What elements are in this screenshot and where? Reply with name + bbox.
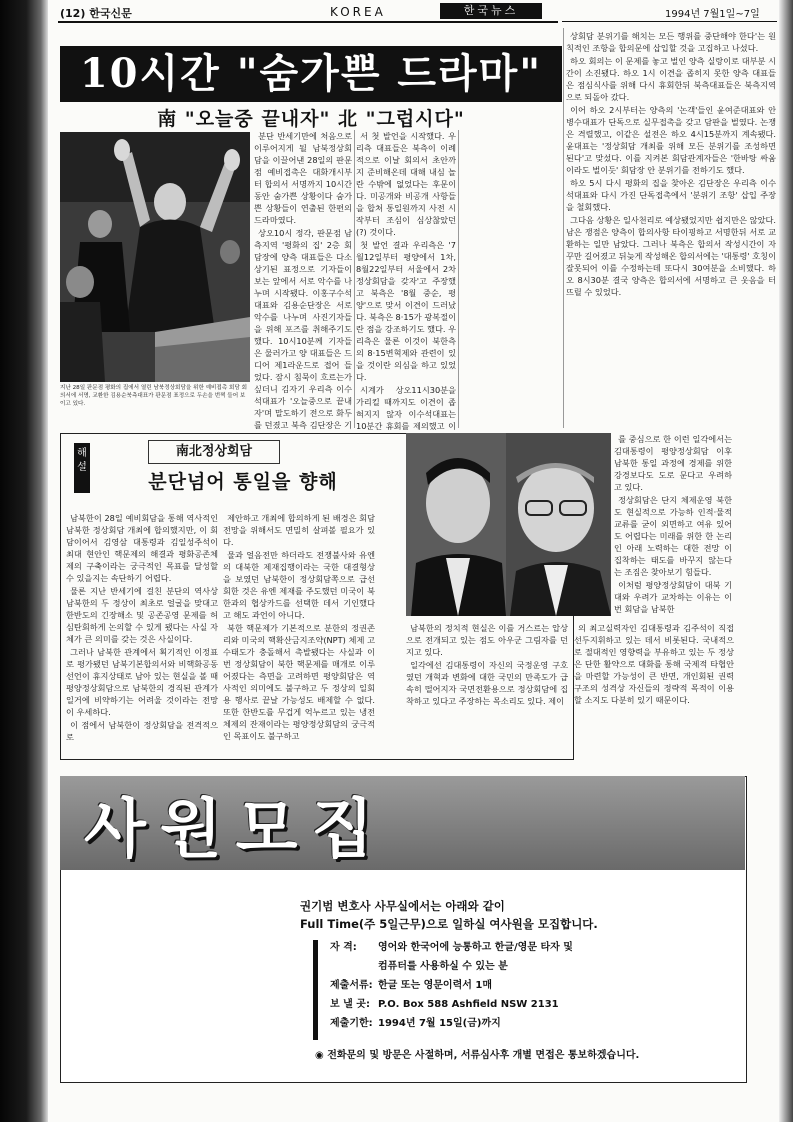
- paragraph: 상오10시 정각, 판문점 남측지역 '평화의 집' 2층 회담장에 양측 대표들은 다소 상기된 표정으로 기자들이 보는 앞에서 서로 악수를 나누며 시작됐다. 이홍구수석대표와 김용순단장은 서로 악수를 나누며 사진기자들을 위해 포즈를 취해주기도 했다. 10시10분께 기자들은 물러가고 양 대표들은 드디어 제1라운드로 접어 들었다. 잠시 침묵이 흐르는가 싶더니 김자기 우리측 이수석대표가 '오늘중으로 끝내자'며 말도하기 전으로 화두를 던졌고 북측 김단장은 기: [254, 228, 352, 430]
- main-subhead: 南 "오늘중 끝내자" 北 "그럽시다": [157, 108, 465, 130]
- main-story-column-3: [460, 130, 560, 430]
- ad-footer-notice: ◉ 전화문의 및 방문은 사절하며, 서류심사후 개별 면접은 통보하겠습니다.: [315, 1050, 640, 1061]
- ad-row-label: 제출기한:: [330, 1018, 373, 1029]
- scan-edge-left: [0, 0, 48, 1122]
- ad-row-qualification: [330, 938, 730, 957]
- ad-row-value: 컴퓨터를 사용하실 수 있는 분: [378, 961, 508, 972]
- main-story-column-2: [356, 130, 456, 430]
- ad-row-address: [330, 995, 730, 1014]
- scan-edge-right: [779, 0, 793, 1122]
- ad-intro-line-1: 권기범 변호사 사무실에서는 아래와 같이: [300, 899, 505, 913]
- ad-row-value: P.O. Box 588 Ashfield NSW 2131: [378, 999, 559, 1010]
- section-name-ko: 한국뉴스: [440, 3, 542, 19]
- paragraph: 분단 반세기만에 처음으로 이루어지게 될 남북정상회담을 이끌어낸 28일의 판문점 예비접촉은 대화개시부터 합의서 서명까지 10시간 동안 숨가쁜 상황이다 숨가쁜 상황들이 연출된 한편의 드라마였다.: [254, 131, 352, 225]
- analysis-box-title: 南北정상회담: [148, 440, 280, 464]
- ad-row-qualification-cont: [330, 957, 730, 976]
- page-number: (12): [60, 7, 86, 20]
- publication-name: 한국신문: [89, 7, 132, 20]
- issue-date: 1994년 7월1일~7일: [665, 9, 760, 20]
- analysis-column-4: [614, 433, 732, 613]
- analysis-column-2: [223, 512, 375, 752]
- paragraph: 북한 핵문제가 기본적으로 분한의 정권존리와 미국의 핵확산금지조약(NPT) 체제 고수태도가 충돌해서 촉발됐다는 사실과 이번 정상회담이 북한 핵문제를 매개로 이루어졌다는 측면을 고려하면 평양회담은 역사적인 의미에도 불구하고 두 정상의 일회용 행사로 끝날 가능성도 배제할 수 없다. 또한 한반도를 무겁게 억누르고 있는 냉전체제의 잔재이라는 평양정상회담의 궁극적인 목표이도 불구하고: [223, 623, 375, 741]
- ad-row-label: 자 격:: [330, 942, 357, 953]
- paragraph: 그다음 상황은 일사천리로 예상됐었지만 쉽지만은 않았다. 남은 쟁점은 양측이 합의사항 타이핑하고 서명한뒤 서로 교환하는 일만 남았다. 그러나 북측은 합의서 작성시간이 자꾸만 길어졌고 뒤늦게 작성해온 합의서에는 '대통령' 호칭이 잘못되어 이를 수정하는데 또다시 30여분을 소비했다. 하오 8시30분 결국 양측은 합의서에 서명하고 큰 웃음을 터뜨릴 수 있었다.: [566, 215, 776, 297]
- ad-accent-bar: [313, 940, 318, 1040]
- ad-intro: [300, 897, 720, 933]
- paragraph: 상회담 분위기를 해치는 모든 행위를 중단해야 한다'는 원칙적인 조항을 합의문에 삽입할 것을 고집하고 나섰다.: [566, 31, 776, 53]
- ad-row-value: 한글 또는 영문이력서 1매: [378, 980, 493, 991]
- analysis-column-1: [66, 512, 218, 752]
- paragraph: 그러나 남북한 관계에서 획기적인 이정표로 평가됐던 남북기본합의서와 비핵화공동선언이 휴지상태로 남아 있는 현실을 볼 때 평양정상회담으로 남북한의 경직된 관계가 일거에 비약하기는 어려울 것이라는 전망이 우세하다.: [66, 647, 218, 717]
- ad-row-label: 제출서류:: [330, 980, 373, 991]
- header-rule-right: [562, 21, 777, 22]
- ad-title: 사원모집: [84, 792, 388, 867]
- column-divider: [354, 130, 355, 428]
- photo-caption: 지난 28일 판문점 평화의 집에서 열린 남북정상회담을 위한 예비접촉 회담 회의서에 서명, 교환한 김용순북측대표가 판문점 표정으로 두손을 번쩍 들어 보이고 있다.: [60, 385, 248, 407]
- column-divider: [458, 130, 459, 428]
- page-header-publication: [60, 5, 132, 21]
- paragraph: 서 첫 발언을 시작했다. 우리측 대표들은 북측이 이례적으로 이날 회의서 초안까지 준비해온데 대해 내심 놀란 수밖에 없었다는 후문이다. 미공개와 비공개 사항들을 합쳐 통일원까지 사전 시작부터 조심이 심상찮았던(?) 것이다.: [356, 131, 456, 237]
- analysis-headline: 분단넘어 통일을 향해: [148, 471, 338, 493]
- paragraph: 남북한이 28일 예비회담을 통해 역사적인 남북한 정상회담 개최에 합의했지만, 이 회담이어서 김영삼 대통령과 김일성주석이 최대 현안인 핵문제의 해결과 평화공존체제의 구축이라는 궁극적인 목표를 달성할 수 있을지는 속단하기 어렵다.: [66, 513, 218, 583]
- photo-two-leaders-portraits: [406, 433, 611, 616]
- ad-row-deadline: [330, 1014, 730, 1033]
- paragraph: 이처럼 평양정상회담이 대북 기대와 우려가 교차하는 이유는 이번 회담을 남북한: [614, 580, 732, 613]
- section-name-en: KOREA: [330, 5, 386, 19]
- analysis-column-3: [406, 622, 568, 752]
- ad-intro-line-2: Full Time(주 5일근무)으로 일하실 여사원을 모집합니다.: [300, 917, 598, 931]
- paragraph: 의 최고실력자인 김대통령과 김주석이 직접 선두지휘하고 있는 데서 비롯된다. 국내적으로 절대적인 영향력을 부유하고 있는 두 정상은 단한 활약으로 대화를 통해 국제적 타협안을 마련할 가능성이 큰 반면, 개인회된 권력구조의 성격상 자신들의 정략적 목적이 이용할 소지도 다분히 있기 때문이다.: [574, 623, 734, 705]
- ad-row-documents: [330, 976, 730, 995]
- main-headline: 10시간 "숨가쁜 드라마": [60, 46, 562, 102]
- column-divider: [563, 28, 564, 428]
- paragraph: 이어 하오 2시부터는 양측의 '논객'들인 윤여준대표와 안병수대표가 단독으로 실무접촉을 갖고 담판을 벌였다. 논쟁은 격렬했고, 이같은 설전은 하오 4시15분까지 계속됐다. 윤대표는 '정상회담 개최를 위해 모든 분위기를 조성하면 된다'고 맞섰다. 이를 지켜본 회담관계자들은 '한바탕 싸움이라도 벌이듯' 회담장 안 분위기를 전하기도 했다.: [566, 105, 776, 175]
- paragraph: 하오 회의는 이 문제를 놓고 벌인 양측 실랑이로 대부분 시간이 소진됐다. 하오 1시 이견을 좁히지 못한 양측 대표들은 점심식사를 위해 다시 휴회한뒤 북측대표들은 북측지역으로 되돌아 갔다.: [566, 56, 776, 102]
- paragraph: 물과 얼음전만 하더라도 전쟁불사와 유엔의 대북한 제재집행이라는 국한 대결형상을 보였던 남북한이 정상회담쪽으로 급선회한 것은 유엔 제재를 주도했던 미국이 북한과의 협상카드를 선택한 데서 기인했다고 해도 과언이 아니다.: [223, 550, 375, 620]
- paragraph: 첫 발언 결과 우리측은 '7월12일부터 평양에서 1차, 8월22일부터 서울에서 2차 정상회담을 갖자'고 주장했고 북측은 '8월 중순, 평양'으로 맞서 이견이 드러났다. 북측은 8·15가 광복절이란 점을 강조하기도 했다. 우리측은 물론 이것이 북한측의 8·15변혁제와 관련이 있을 것이란 의심을 하고 있었다.: [356, 240, 456, 382]
- header-rule: [58, 21, 558, 23]
- paragraph: 남북한의 정치적 현실은 이를 거스르는 압상으로 전개되고 있는 점도 아우군 그림자를 던지고 있다.: [406, 623, 568, 657]
- paragraph: 이 점에서 남북한이 정상회담을 전격적으로: [66, 720, 218, 742]
- paragraph: 물론 지난 반세기에 걸친 분단의 역사상 남북한의 두 정상이 최초로 얼굴을 맞대고 한반도의 긴장해소 및 공존공영 문제를 허심탄회하게 논의할 수 있게 됐다는 사실 자체가 큰 의미를 갖는 것은 사실이다.: [66, 586, 218, 644]
- paragraph: 일각에선 김대통령이 자신의 국정운영 구호였던 개혁과 변화에 대한 국민의 만족도가 급속히 떨어지자 국면전환용으로 정상회담에 집착하고 있다고 주장하는 목소리도 있다. 제이: [406, 660, 568, 706]
- ad-details: [330, 938, 730, 1033]
- paragraph: 정상회담은 단지 체제운영 북한도 현실적으로 가능하 인적·물적 교류를 굳이 외면하고 여유 있어도 어렵다는 미래를 위한 한 논리 인 아래 노력하는 대한 전망 이 집착하는 태도를 바꾸지 않는다는 조짐은 찾아보기 힘들다.: [614, 495, 732, 577]
- ad-row-label: 보 낼 곳:: [330, 999, 370, 1010]
- paragraph: 제안하고 개최에 합의하게 된 배경은 회담 전망을 위해서도 면밀히 살펴볼 필요가 있다.: [223, 513, 375, 547]
- main-story-column-4: [566, 30, 776, 330]
- photo-delegate-raising-hands: [60, 132, 250, 382]
- ad-row-value: 영어와 한국어에 능통하고 한글/영문 타자 및: [378, 942, 573, 953]
- analysis-column-5: [574, 622, 734, 752]
- ad-row-value: 1994년 7월 15일(금)까지: [378, 1018, 501, 1029]
- paragraph: 시계가 상오11시30분을 가리킬 때까지도 이견이 좁혀지지 않자 이수석대표는 10분간 휴회를 제의했고 이: [356, 385, 456, 430]
- analysis-tag: 해설: [74, 443, 90, 493]
- paragraph: 를 중심으로 한 이런 일각에서는 김대통령이 평양정상회담 이후 남북한 통일 과정에 경제를 위한 강경보다도 도로 문다고 우려하고 있다.: [614, 434, 732, 492]
- main-story-column-1: [254, 130, 352, 430]
- paragraph: 하오 5시 다시 평화의 집을 찾아온 김단장은 우리측 이수석대표와 다시 가진 단독접촉에서 '분위기 조항' 삽입 주장을 철회했다.: [566, 178, 776, 212]
